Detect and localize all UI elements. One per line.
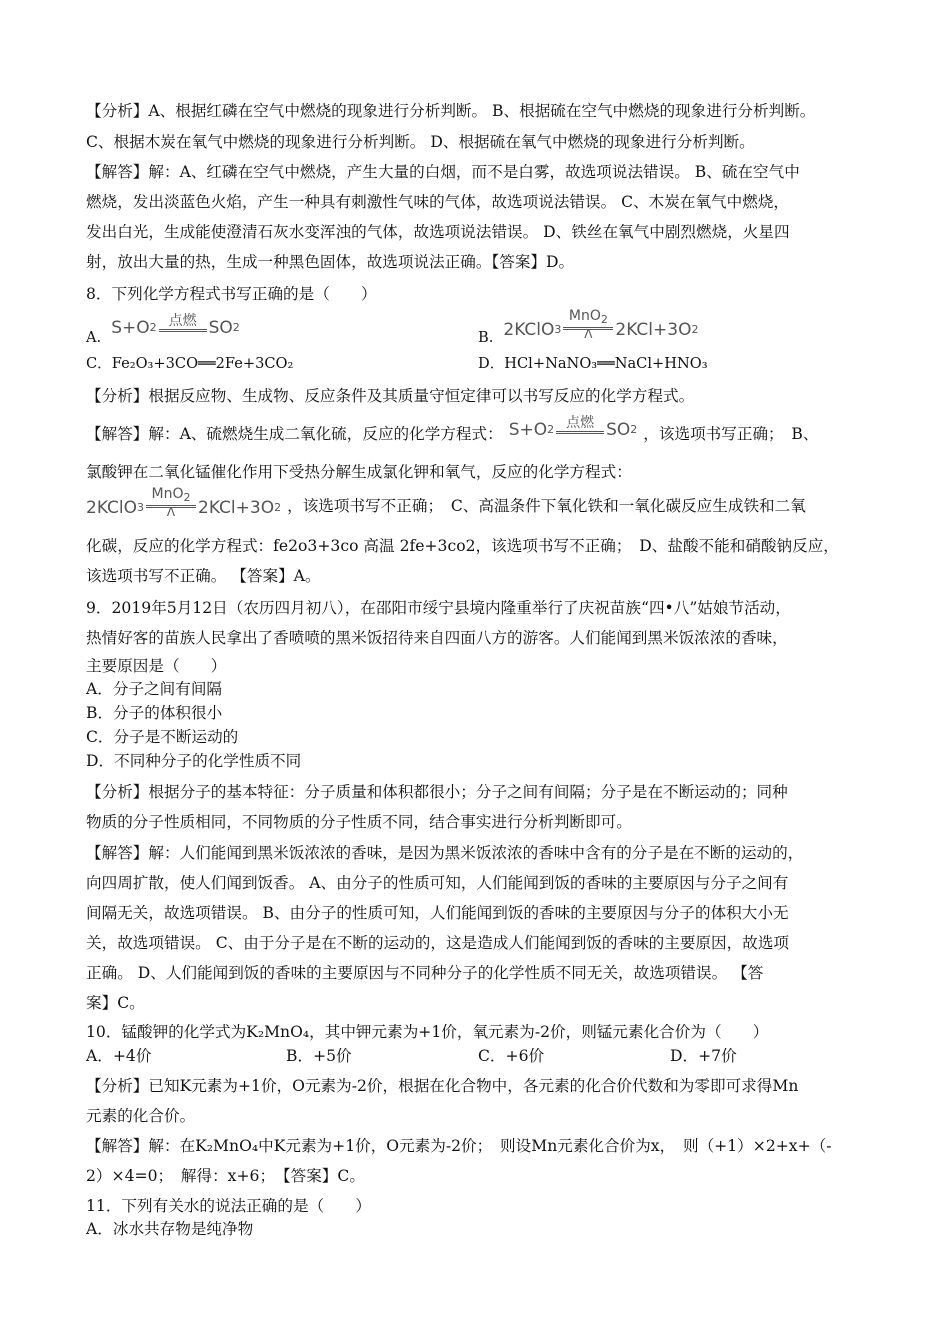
q10-analysis-line-2: 元素的化合价。 bbox=[86, 1107, 196, 1125]
q9-stem-line-2: 热情好客的苗族人民拿出了香喷喷的黑米饭招待来自四面八方的游客。人们能闻到黑米饭浓浓的香味， bbox=[86, 629, 788, 647]
q9-stem-line-1: 9．2019年5月12日（农历四月初八），在邵阳市绥宁县境内隆重举行了庆祝苗族“四•八”姑娘节活动， bbox=[86, 599, 791, 617]
eq-b-left: 2KClO bbox=[503, 320, 555, 340]
q10-option-b: B．+5价 bbox=[286, 1047, 352, 1065]
q9-analysis-line-2: 物质的分子性质相同，不同物质的分子性质不同，结合事实进行分析判断即可。 bbox=[86, 813, 632, 831]
q10-option-c: C．+6价 bbox=[478, 1047, 545, 1065]
ans-eq-b-heat-symbol: Λ bbox=[166, 505, 176, 519]
q8-answer-line-1-post: ，该选项书写正确； B、 bbox=[643, 425, 819, 443]
eq-b-heat-symbol: Λ bbox=[584, 327, 593, 341]
eq-b-left-sub: 3 bbox=[554, 323, 562, 336]
q8-answer-line-1-pre: 【解答】解：A、硫燃烧生成二氧化硫，反应的化学方程式： bbox=[86, 425, 503, 443]
q7-answer-line-2: 燃烧，发出淡蓝色火焰，产生一种具有刺激性气味的气体，故选项说法错误。 C、木炭在氧气中燃烧， bbox=[86, 193, 790, 211]
ans-eq-b-catalyst-sub: 2 bbox=[183, 491, 191, 504]
eq-b-right: 2KCl+3O bbox=[615, 320, 692, 340]
ans-eq-a-right: SO bbox=[606, 420, 631, 440]
eq-b-catalyst: MnO bbox=[568, 308, 601, 324]
eq-a-condition bbox=[159, 314, 207, 338]
q7-answer-line-4: 射，放出大量的热，生成一种黑色固体，故选项说法正确。【答案】D。 bbox=[86, 253, 575, 271]
q11-stem: 11．下列有关水的说法正确的是（ ） bbox=[86, 1197, 371, 1215]
q8-answer-line-2: 氯酸钾在二氧化锰催化作用下受热分解生成氯化钾和氧气，反应的化学方程式： bbox=[86, 463, 632, 481]
ans-eq-b-right: 2KCl+3O bbox=[198, 498, 275, 518]
eq-b-condition bbox=[563, 309, 613, 340]
q9-option-d: D．不同种分子的化学性质不同 bbox=[86, 752, 302, 770]
eq-a-condition-text: 点燃 bbox=[168, 313, 197, 329]
q9-option-b: B．分子的体积很小 bbox=[86, 704, 223, 722]
q7-answer-line-3: 发出白光，生成能使澄清石灰水变浑浊的气体，故选项说法错误。 D、铁丝在氧气中剧烈燃烧，火星四 bbox=[86, 223, 790, 241]
ans-eq-a-left: S+O bbox=[508, 420, 548, 440]
q8-option-b bbox=[478, 310, 698, 348]
ans-eq-b-left-sub: 3 bbox=[137, 501, 145, 514]
q10-stem: 10．锰酸钾的化学式为K₂MnO₄，其中钾元素为+1价，氧元素为-2价，则锰元素化合价为（ ） bbox=[86, 1023, 769, 1041]
ans-eq-b-catalyst: MnO bbox=[151, 486, 184, 502]
q10-option-a: A．+4价 bbox=[86, 1047, 152, 1065]
q10-answer-line-1: 【解答】解：在K₂MnO₄中K元素为+1价，O元素为-2价； 则设Mn元素化合价为x， 则（+1）×2+x+（- bbox=[86, 1137, 832, 1155]
eq-b-right-sub: 2 bbox=[691, 323, 699, 336]
ans-eq-b-right-sub: 2 bbox=[274, 501, 282, 514]
q8-answer-line-3 bbox=[86, 484, 806, 524]
q8-option-a-equation bbox=[111, 314, 240, 338]
ans-eq-b-left: 2KClO bbox=[86, 498, 138, 518]
q8-answer-line-4: 化碳，反应的化学方程式：fe2o3+3co 高温 2fe+3co2，该选项书写不正确； D、盐酸不能和硝酸钠反应， bbox=[86, 537, 839, 555]
q7-analysis-line-2: C、根据木炭在氧气中燃烧的现象进行分析判断。 D、根据硫在氧气中燃烧的现象进行分析判断。 bbox=[86, 133, 755, 151]
q8-option-b-label: B. bbox=[478, 329, 494, 346]
eq-a-left-sub: 2 bbox=[149, 321, 157, 334]
q9-analysis-line-1: 【分析】根据分子的基本特征：分子质量和体积都很小；分子之间有间隔；分子是在不断运动的；同种 bbox=[86, 783, 788, 801]
q10-option-d: D．+7价 bbox=[670, 1047, 737, 1065]
ans-eq-a-right-sub: 2 bbox=[630, 423, 638, 436]
q7-answer-line-1: 【解答】解：A、红磷在空气中燃烧，产生大量的白烟，而不是白雾，故选项说法错误。 B、硫在空气中 bbox=[86, 163, 800, 181]
q10-analysis-line-1: 【分析】已知K元素为+1价，O元素为-2价，根据在化合物中，各元素的化合价代数和为零即可求得Mn bbox=[86, 1077, 799, 1095]
q8-option-d: D．HCl+NaNO₃══NaCl+HNO₃ bbox=[478, 355, 708, 372]
eq-a-left: S+O bbox=[111, 318, 150, 338]
eq-a-right-sub: 2 bbox=[232, 321, 240, 334]
q9-answer-line-2: 向四周扩散，使人们闻到饭香。 A、由分子的性质可知，人们能闻到饭的香味的主要原因与分子之间有 bbox=[86, 874, 789, 892]
q8-option-c: C．Fe₂O₃+3CO══2Fe+3CO₂ bbox=[86, 355, 294, 372]
q9-answer-line-3: 间隔无关，故选项错误。 B、由分子的性质可知，人们能闻到饭的香味的主要原因与分子的体积大小无 bbox=[86, 904, 789, 922]
q8-answer-line-1 bbox=[86, 414, 819, 452]
ans-eq-a-left-sub: 2 bbox=[547, 423, 555, 436]
eq-a-right: SO bbox=[208, 318, 233, 338]
q8-analysis: 【分析】根据反应物、生成物、反应条件及其质量守恒定律可以书写反应的化学方程式。 bbox=[86, 387, 695, 405]
q10-answer-line-2: 2）×4=0； 解得：x+6； 【答案】C。 bbox=[86, 1167, 365, 1185]
q8-option-a bbox=[86, 310, 240, 348]
q8-option-a-label: A. bbox=[86, 329, 102, 346]
q8-option-b-equation bbox=[503, 309, 698, 340]
q8-answer-line-3-post: ，该选项书写不正确； C、高温条件下氧化铁和一氧化碳反应生成铁和二氧 bbox=[287, 497, 806, 515]
q8-answer-eq-a bbox=[509, 416, 638, 440]
q9-answer-line-1: 【解答】解：人们能闻到黑米饭浓浓的香味，是因为黑米饭浓浓的香味中含有的分子是在不断的运动的， bbox=[86, 844, 804, 862]
q11-option-a: A．冰水共存物是纯净物 bbox=[86, 1220, 254, 1238]
eq-b-catalyst-sub: 2 bbox=[600, 313, 608, 326]
q9-stem-line-3: 主要原因是（ ） bbox=[86, 657, 227, 675]
q9-answer-line-6: 案】C。 bbox=[86, 994, 145, 1012]
q8-stem: 8．下列化学方程式书写正确的是（ ） bbox=[86, 285, 377, 303]
q8-answer-eq-b bbox=[86, 487, 281, 518]
q7-analysis-line-1: 【分析】A、根据红磷在空气中燃烧的现象进行分析判断。 B、根据硫在空气中燃烧的现象进行分析判断。 bbox=[86, 102, 816, 120]
ans-eq-a-condition: 点燃 bbox=[566, 415, 595, 431]
q9-answer-line-5: 正确。 D、人们能闻到饭的香味的主要原因与不同种分子的化学性质不同无关，故选项错误。 【答 bbox=[86, 964, 764, 982]
q9-option-c: C．分子是不断运动的 bbox=[86, 728, 239, 746]
q8-answer-line-5: 该选项书写不正确。 【答案】A。 bbox=[86, 567, 321, 585]
q9-answer-line-4: 关，故选项错误。 C、由于分子是在不断的运动的，这是造成人们能闻到饭的香味的主要原因，故选项 bbox=[86, 934, 790, 952]
q9-option-a: A．分子之间有间隔 bbox=[86, 680, 223, 698]
